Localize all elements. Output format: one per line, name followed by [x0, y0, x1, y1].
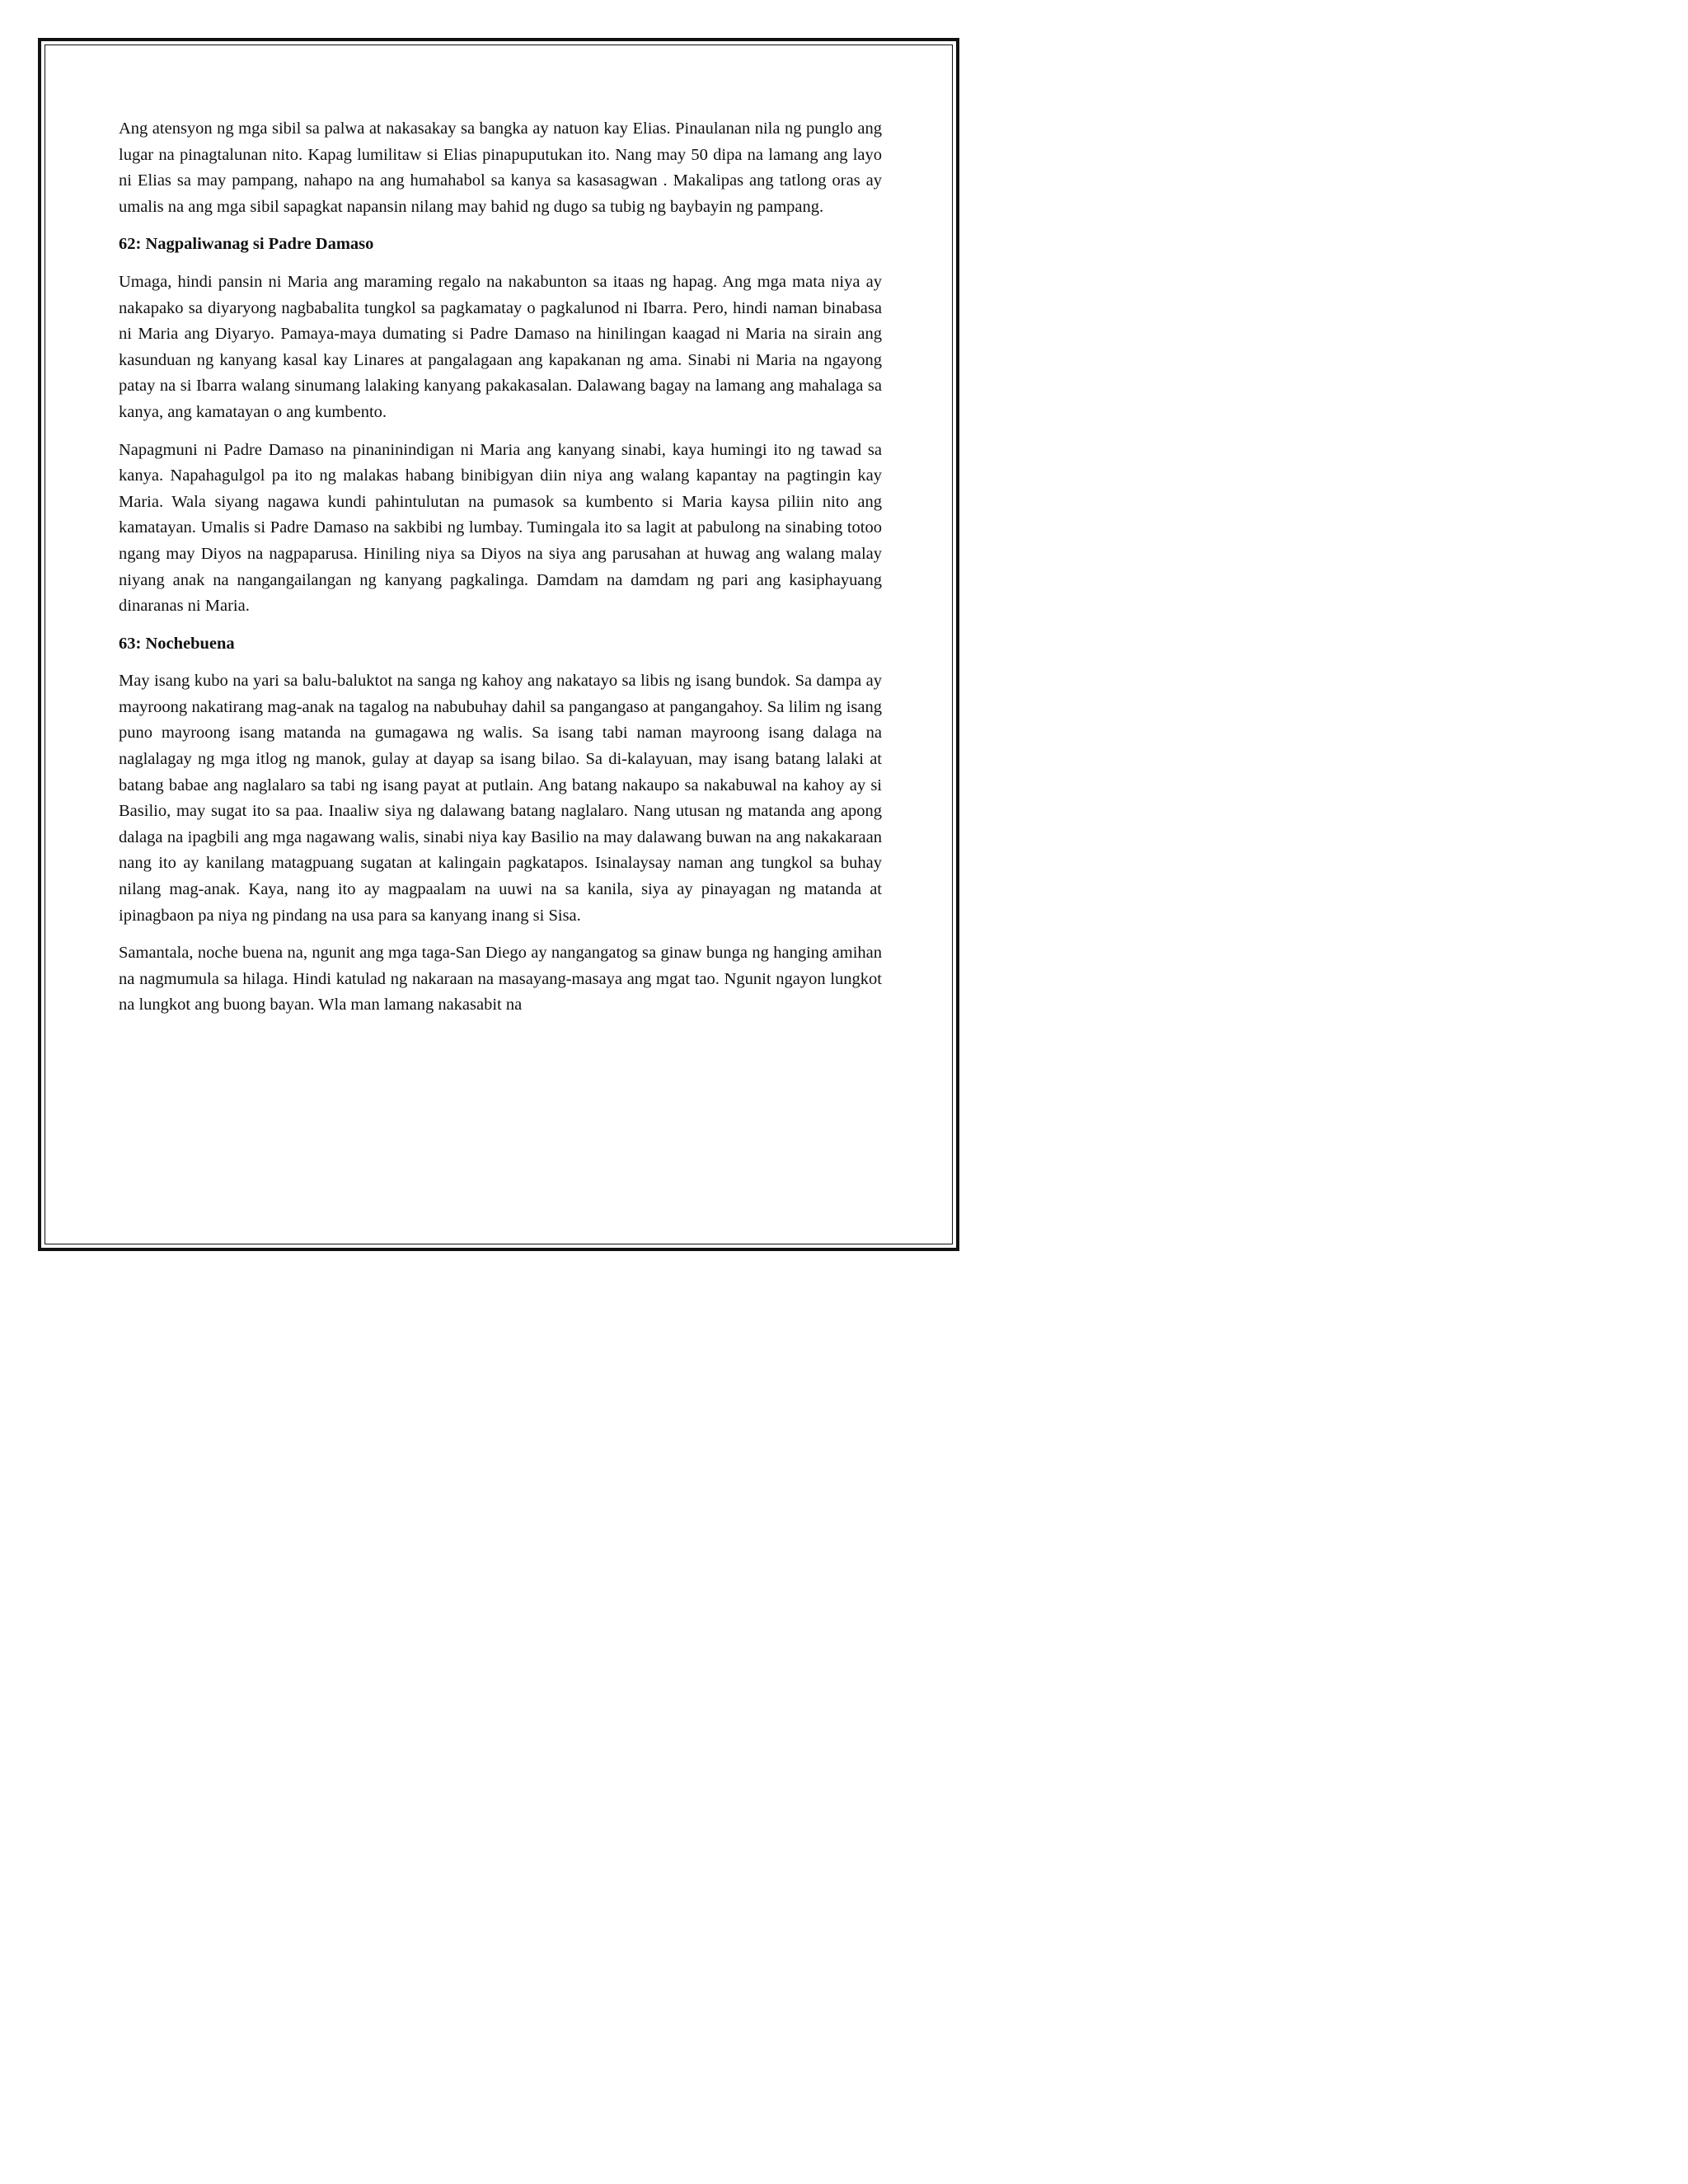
- paragraph-elias-escape: Ang atensyon ng mga sibil sa palwa at nakasakay sa bangka ay natuon kay Elias. Pinaulanan nila ng punglo ang lugar na pinagtalunan nito. Kapag lumilitaw si Elias pinapuputukan ito. Nang may 50 dipa na lamang ang layo ni Elias sa may pampang, nahapo na ang humahabol sa kanya sa kasasagwan . Makalipas ang tatlong oras ay umalis na ang mga sibil sapagkat napansin nilang may bahid ng dugo sa tubig ng baybayin ng pampang.: [119, 120, 882, 216]
- chapter-62-heading: 62: Nagpaliwanag si Padre Damaso: [119, 235, 374, 254]
- page-body: [119, 116, 882, 1030]
- paragraph-noche-buena: Samantala, noche buena na, ngunit ang mga taga-San Diego ay nangangatog sa ginaw bunga ng hanging amihan na nagmumula sa hilaga. Hindi katulad ng nakaraan na masayang-masaya ang mgat tao. Ngunit ngayon lungkot na lungkot ang buong bayan. Wla man lamang nakasabit na: [119, 944, 882, 1015]
- paragraph-maria-morning: Umaga, hindi pansin ni Maria ang maraming regalo na nakabunton sa itaas ng hapag. Ang mga mata niya ay nakapako sa diyaryong nagbabalita tungkol sa pagkamatay o pagkalunod ni Ibarra. Pero, hindi naman binabasa ni Maria ang Diyaryo. Pamaya-maya dumating si Padre Damaso na hinilingan kaagad ni Maria na sirain ang kasunduan ng kanyang kasal kay Linares at pangalagaan ang kapakanan ng ama. Sinabi ni Maria na ngayong patay na si Ibarra walang sinumang lalaking kanyang pakakasalan. Dalawang bagay na lamang ang mahalaga sa kanya, ang kamatayan o ang kumbento.: [119, 272, 882, 421]
- chapter-63-heading: 63: Nochebuena: [119, 634, 235, 653]
- paragraph-basilio-hut: May isang kubo na yari sa balu-baluktot na sanga ng kahoy ang nakatayo sa libis ng isang bundok. Sa dampa ay mayroong nakatirang mag-anak na tagalog na nabubuhay dahil sa pangangaso at pangangahoy. Sa lilim ng isang puno mayroong isang matanda na gumagawa ng walis. Sa isang tabi naman mayroong isang dalaga na naglalagay ng mga itlog ng manok, gulay at dayap sa isang bilao. Sa di-kalayuan, may isang batang lalaki at batang babae ang naglalaro sa tabi ng isang payat at putlain. Ang batang nakaupo sa nakabuwal na kahoy ay si Basilio, may sugat ito sa paa. Inaaliw siya ng dalawang batang naglalaro. Nang utusan ng matanda ang apong dalaga na ipagbili ang mga nagawang walis, sinabi niya kay Basilio na may dalawang buwan na ang nakakaraan nang ito ay kanilang matagpuang sugatan at kalingain pagkatapos. Isinalaysay naman ang tungkol sa buhay nilang mag-anak. Kaya, nang ito ay magpaalam na uuwi na sa kanila, siya ay pinayagan ng matanda at ipinagbaon pa niya ng pindang na usa para sa kanyang inang si Sisa.: [119, 672, 882, 925]
- paragraph-padre-damaso: Napagmuni ni Padre Damaso na pinaninindigan ni Maria ang kanyang sinabi, kaya humingi ito ng tawad sa kanya. Napahagulgol pa ito ng malakas habang binibigyan diin niya ang walang kapantay na pagtingin kay Maria. Wala siyang nagawa kundi pahintulutan na pumasok sa kumbento si Maria kaysa piliin nito ang kamatayan. Umalis si Padre Damaso na sakbibi ng lumbay. Tumingala ito sa lagit at pabulong na sinabing totoo ngang may Diyos na nagpaparusa. Hiniling niya sa Diyos na siya ang parusahan at huwag ang walang malay niyang anak na nangangailangan ng kanyang pagkalinga. Damdam na damdam ng pari ang kasiphayuang dinaranas ni Maria.: [119, 440, 882, 616]
